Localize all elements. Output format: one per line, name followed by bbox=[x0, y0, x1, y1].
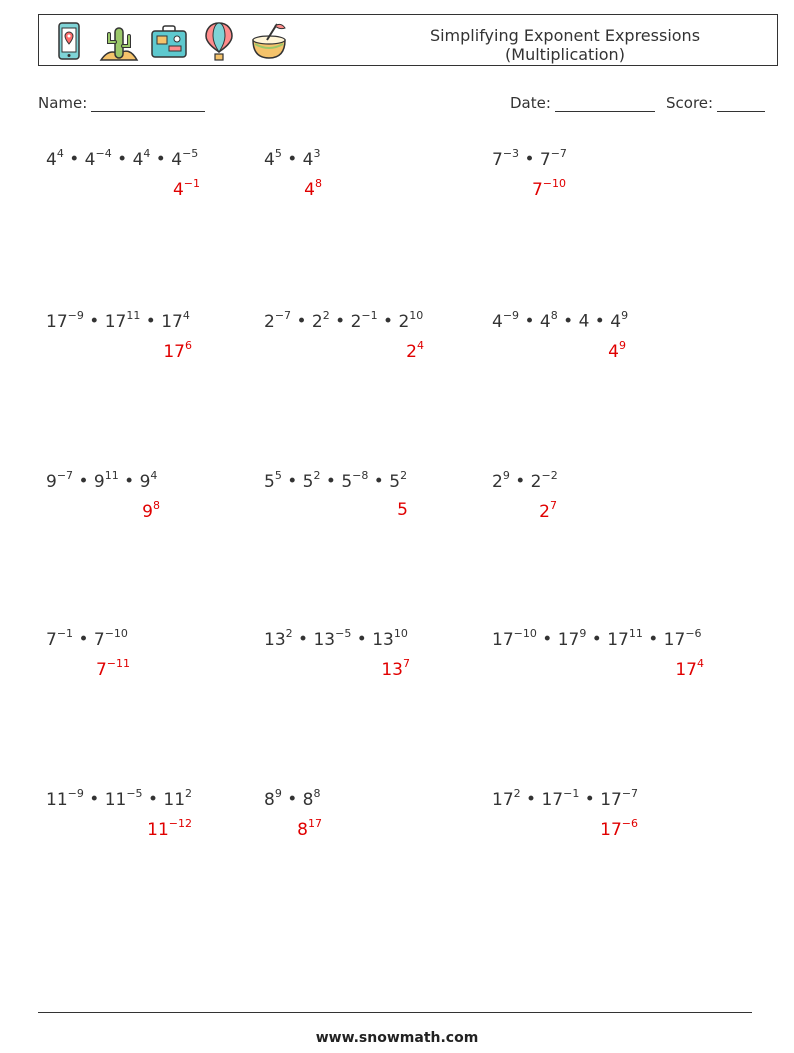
answer-14 bbox=[297, 818, 322, 840]
term bbox=[46, 469, 74, 492]
base: 9 bbox=[93, 471, 105, 492]
answer-6 bbox=[608, 340, 626, 362]
term bbox=[600, 787, 639, 810]
base: 4 bbox=[578, 311, 590, 332]
multiply-dot: • bbox=[111, 149, 133, 170]
score-label: Score: bbox=[666, 94, 714, 112]
title-line-1: Simplifying Exponent Expressions bbox=[429, 26, 701, 45]
exponent: 2 bbox=[285, 627, 293, 640]
base: 4 bbox=[46, 149, 57, 170]
date-blank[interactable] bbox=[555, 97, 655, 112]
exponent: 6 bbox=[185, 339, 192, 352]
problem-14 bbox=[264, 788, 321, 810]
answer-power bbox=[397, 500, 408, 520]
exponent: 9 bbox=[579, 627, 587, 640]
term bbox=[104, 787, 143, 810]
answer-power bbox=[608, 339, 626, 362]
answer-9 bbox=[539, 500, 557, 522]
problem-1 bbox=[46, 148, 198, 170]
answer-power bbox=[600, 817, 638, 840]
term bbox=[264, 627, 293, 650]
exponent: 5 bbox=[274, 147, 282, 160]
exponent: −12 bbox=[168, 817, 192, 830]
base: 13 bbox=[264, 629, 286, 650]
base: 2 bbox=[398, 311, 410, 332]
answer-11 bbox=[381, 658, 410, 680]
term bbox=[161, 309, 190, 332]
base: 4 bbox=[304, 179, 315, 200]
base: 5 bbox=[302, 471, 314, 492]
base: 4 bbox=[539, 311, 551, 332]
base: 8 bbox=[297, 819, 308, 840]
base: 17 bbox=[675, 659, 697, 680]
base: 17 bbox=[492, 789, 514, 810]
base: 9 bbox=[46, 471, 57, 492]
exponent: 11 bbox=[126, 309, 141, 322]
answer-power bbox=[539, 499, 557, 522]
worksheet-header bbox=[38, 14, 778, 66]
term bbox=[171, 147, 199, 170]
term bbox=[607, 627, 643, 650]
base: 5 bbox=[397, 500, 408, 520]
problem-9 bbox=[492, 470, 558, 492]
answer-power bbox=[147, 817, 192, 840]
multiply-dot: • bbox=[83, 789, 105, 810]
base: 8 bbox=[264, 789, 275, 810]
cactus-icon bbox=[99, 20, 139, 62]
exponent: 4 bbox=[143, 147, 151, 160]
answer-12 bbox=[675, 658, 704, 680]
base: 9 bbox=[139, 471, 151, 492]
multiply-dot: • bbox=[377, 311, 399, 332]
term bbox=[350, 309, 378, 332]
answer-power bbox=[95, 657, 130, 680]
term bbox=[492, 787, 521, 810]
base: 2 bbox=[530, 471, 542, 492]
exponent: −3 bbox=[502, 147, 520, 160]
hot-air-balloon-icon bbox=[199, 20, 239, 62]
exponent: −9 bbox=[67, 309, 84, 322]
multiply-dot: • bbox=[281, 149, 303, 170]
exponent: 3 bbox=[313, 147, 321, 160]
multiply-dot: • bbox=[140, 311, 162, 332]
base: 4 bbox=[264, 149, 275, 170]
exponent: 4 bbox=[417, 339, 424, 352]
header-icons bbox=[49, 19, 289, 63]
date-field[interactable] bbox=[510, 94, 655, 112]
base: 8 bbox=[302, 789, 314, 810]
base: 11 bbox=[147, 819, 169, 840]
answer-4 bbox=[163, 340, 192, 362]
base: 9 bbox=[142, 501, 153, 522]
base: 7 bbox=[539, 149, 551, 170]
term bbox=[610, 309, 629, 332]
term bbox=[84, 147, 112, 170]
base: 13 bbox=[372, 629, 394, 650]
multiply-dot: • bbox=[557, 311, 579, 332]
date-label: Date: bbox=[510, 94, 551, 112]
exponent: −6 bbox=[685, 627, 702, 640]
answer-2 bbox=[304, 178, 322, 200]
base: 2 bbox=[492, 471, 503, 492]
multiply-dot: • bbox=[83, 311, 105, 332]
multiply-dot: • bbox=[150, 149, 172, 170]
exponent: −4 bbox=[95, 147, 112, 160]
base: 2 bbox=[311, 311, 323, 332]
multiply-dot: • bbox=[291, 311, 312, 332]
exponent: 17 bbox=[308, 817, 322, 830]
multiply-dot: • bbox=[586, 629, 608, 650]
term bbox=[663, 627, 702, 650]
exponent: −2 bbox=[541, 469, 558, 482]
problem-11 bbox=[264, 628, 408, 650]
term bbox=[313, 627, 352, 650]
base: 17 bbox=[492, 629, 514, 650]
answer-power bbox=[381, 657, 410, 680]
term bbox=[302, 469, 321, 492]
exponent: 4 bbox=[182, 309, 190, 322]
exponent: −7 bbox=[550, 147, 567, 160]
term bbox=[541, 787, 580, 810]
term bbox=[139, 469, 158, 492]
multiply-dot: • bbox=[73, 471, 94, 492]
exponent: 2 bbox=[322, 309, 330, 322]
answer-7 bbox=[142, 500, 160, 522]
term bbox=[132, 147, 151, 170]
term bbox=[557, 627, 587, 650]
term bbox=[46, 147, 64, 170]
score-blank[interactable] bbox=[717, 97, 765, 112]
problem-12 bbox=[492, 628, 702, 650]
answer-power bbox=[304, 177, 322, 200]
base: 17 bbox=[163, 341, 185, 362]
footer-website: www.snowmath.com bbox=[315, 1030, 479, 1046]
exponent: −1 bbox=[183, 177, 200, 190]
base: 17 bbox=[600, 789, 622, 810]
multiply-dot: • bbox=[281, 789, 303, 810]
exponent: 9 bbox=[619, 339, 626, 352]
answer-1 bbox=[173, 178, 200, 200]
answer-power bbox=[675, 657, 704, 680]
coconut-drink-icon bbox=[249, 20, 289, 62]
multiply-dot: • bbox=[519, 149, 540, 170]
base: 17 bbox=[557, 629, 580, 650]
term bbox=[372, 627, 408, 650]
base: 4 bbox=[171, 149, 183, 170]
multiply-dot: • bbox=[579, 789, 601, 810]
multiply-dot: • bbox=[642, 629, 664, 650]
base: 17 bbox=[607, 629, 629, 650]
title-line-2: (Multiplication) bbox=[505, 45, 625, 64]
base: 4 bbox=[610, 311, 622, 332]
multiply-dot: • bbox=[118, 471, 140, 492]
term bbox=[311, 309, 330, 332]
base: 2 bbox=[350, 311, 362, 332]
exponent: 9 bbox=[274, 787, 282, 800]
base: 13 bbox=[381, 659, 403, 680]
problem-6 bbox=[492, 310, 628, 332]
multiply-dot: • bbox=[520, 789, 542, 810]
exponent: 11 bbox=[104, 469, 119, 482]
term bbox=[341, 469, 369, 492]
answer-power bbox=[142, 499, 160, 522]
exponent: 4 bbox=[56, 147, 64, 160]
term bbox=[539, 147, 567, 170]
term bbox=[539, 309, 558, 332]
problem-4 bbox=[46, 310, 190, 332]
multiply-dot: • bbox=[351, 629, 373, 650]
base: 7 bbox=[46, 629, 57, 650]
multiply-dot: • bbox=[519, 311, 540, 332]
multiply-dot: • bbox=[368, 471, 390, 492]
multiply-dot: • bbox=[509, 471, 531, 492]
base: 17 bbox=[46, 311, 68, 332]
base: 11 bbox=[104, 789, 127, 810]
exponent: −1 bbox=[361, 309, 378, 322]
exponent: 5 bbox=[274, 469, 282, 482]
phone-location-icon bbox=[49, 20, 89, 62]
term bbox=[46, 787, 84, 810]
term bbox=[302, 787, 321, 810]
term bbox=[492, 469, 510, 492]
term bbox=[398, 309, 424, 332]
term bbox=[389, 469, 408, 492]
answer-power bbox=[297, 817, 322, 840]
term bbox=[46, 627, 74, 650]
term bbox=[264, 469, 282, 492]
score-field[interactable] bbox=[666, 94, 765, 112]
base: 17 bbox=[541, 789, 564, 810]
exponent: 10 bbox=[409, 309, 424, 322]
exponent: 8 bbox=[313, 787, 321, 800]
term bbox=[264, 309, 292, 332]
problem-15 bbox=[492, 788, 638, 810]
base: 4 bbox=[84, 149, 96, 170]
problem-2 bbox=[264, 148, 321, 170]
exponent: −5 bbox=[335, 627, 352, 640]
exponent: −10 bbox=[542, 177, 566, 190]
term bbox=[264, 147, 282, 170]
exponent: 9 bbox=[621, 309, 629, 322]
exponent: −6 bbox=[621, 817, 638, 830]
problem-3 bbox=[492, 148, 567, 170]
multiply-dot: • bbox=[589, 311, 611, 332]
suitcase-icon bbox=[149, 20, 189, 62]
problem-7 bbox=[46, 470, 157, 492]
base: 2 bbox=[539, 501, 550, 522]
exponent: 4 bbox=[697, 657, 704, 670]
base: 11 bbox=[46, 789, 68, 810]
exponent: −10 bbox=[513, 627, 537, 640]
multiply-dot: • bbox=[536, 629, 558, 650]
base: 5 bbox=[341, 471, 353, 492]
exponent: 7 bbox=[403, 657, 410, 670]
exponent: −5 bbox=[182, 147, 199, 160]
exponent: −5 bbox=[126, 787, 143, 800]
answer-13 bbox=[147, 818, 192, 840]
base: 2 bbox=[264, 311, 275, 332]
answer-5 bbox=[406, 340, 424, 362]
answer-10 bbox=[96, 658, 130, 680]
name-blank[interactable] bbox=[91, 97, 205, 112]
exponent: 9 bbox=[502, 469, 510, 482]
exponent: −11 bbox=[106, 657, 130, 670]
answer-power bbox=[163, 339, 192, 362]
exponent: 2 bbox=[513, 787, 521, 800]
exponent: −9 bbox=[67, 787, 84, 800]
base: 17 bbox=[104, 311, 127, 332]
footer-divider bbox=[38, 1012, 752, 1013]
base: 11 bbox=[163, 789, 186, 810]
base: 17 bbox=[663, 629, 686, 650]
term bbox=[579, 312, 590, 332]
term bbox=[163, 787, 193, 810]
base: 7 bbox=[93, 629, 105, 650]
term bbox=[530, 469, 558, 492]
exponent: 10 bbox=[393, 627, 408, 640]
exponent: 8 bbox=[550, 309, 558, 322]
answer-power bbox=[531, 177, 566, 200]
answer-15 bbox=[600, 818, 638, 840]
answer-power bbox=[406, 339, 424, 362]
term bbox=[302, 147, 321, 170]
exponent: −1 bbox=[56, 627, 74, 640]
base: 5 bbox=[264, 471, 275, 492]
exponent: 8 bbox=[315, 177, 322, 190]
exponent: 4 bbox=[150, 469, 158, 482]
base: 2 bbox=[406, 341, 417, 362]
base: 17 bbox=[161, 311, 183, 332]
exponent: −7 bbox=[274, 309, 292, 322]
base: 7 bbox=[95, 659, 107, 680]
problem-5 bbox=[264, 310, 423, 332]
multiply-dot: • bbox=[142, 789, 164, 810]
multiply-dot: • bbox=[320, 471, 342, 492]
base: 13 bbox=[313, 629, 336, 650]
exponent: −10 bbox=[104, 627, 128, 640]
base: 4 bbox=[172, 179, 184, 200]
exponent: 2 bbox=[185, 787, 193, 800]
exponent: 2 bbox=[400, 469, 408, 482]
problem-10 bbox=[46, 628, 128, 650]
answer-power bbox=[172, 177, 200, 200]
term bbox=[492, 147, 520, 170]
base: 4 bbox=[132, 149, 144, 170]
multiply-dot: • bbox=[292, 629, 314, 650]
term bbox=[93, 627, 128, 650]
answer-8 bbox=[397, 500, 408, 520]
base: 5 bbox=[389, 471, 401, 492]
base: 7 bbox=[492, 149, 503, 170]
base: 4 bbox=[608, 341, 619, 362]
base: 17 bbox=[600, 819, 622, 840]
term bbox=[104, 309, 141, 332]
exponent: −7 bbox=[56, 469, 74, 482]
term bbox=[93, 469, 119, 492]
exponent: −1 bbox=[563, 787, 580, 800]
exponent: 7 bbox=[550, 499, 557, 512]
base: 7 bbox=[531, 179, 543, 200]
multiply-dot: • bbox=[63, 149, 85, 170]
problem-8 bbox=[264, 470, 407, 492]
name-field[interactable] bbox=[38, 94, 205, 112]
term bbox=[492, 627, 537, 650]
base: 4 bbox=[302, 149, 314, 170]
term bbox=[46, 309, 84, 332]
name-label: Name: bbox=[38, 94, 88, 112]
exponent: −9 bbox=[502, 309, 520, 322]
worksheet-title bbox=[405, 26, 725, 64]
exponent: 8 bbox=[153, 499, 160, 512]
exponent: 2 bbox=[313, 469, 321, 482]
multiply-dot: • bbox=[73, 629, 94, 650]
exponent: 11 bbox=[628, 627, 643, 640]
term bbox=[492, 309, 520, 332]
answer-3 bbox=[532, 178, 566, 200]
multiply-dot: • bbox=[329, 311, 351, 332]
multiply-dot: • bbox=[281, 471, 303, 492]
problem-13 bbox=[46, 788, 192, 810]
exponent: −7 bbox=[621, 787, 639, 800]
base: 4 bbox=[492, 311, 503, 332]
exponent: −8 bbox=[352, 469, 369, 482]
term bbox=[264, 787, 282, 810]
